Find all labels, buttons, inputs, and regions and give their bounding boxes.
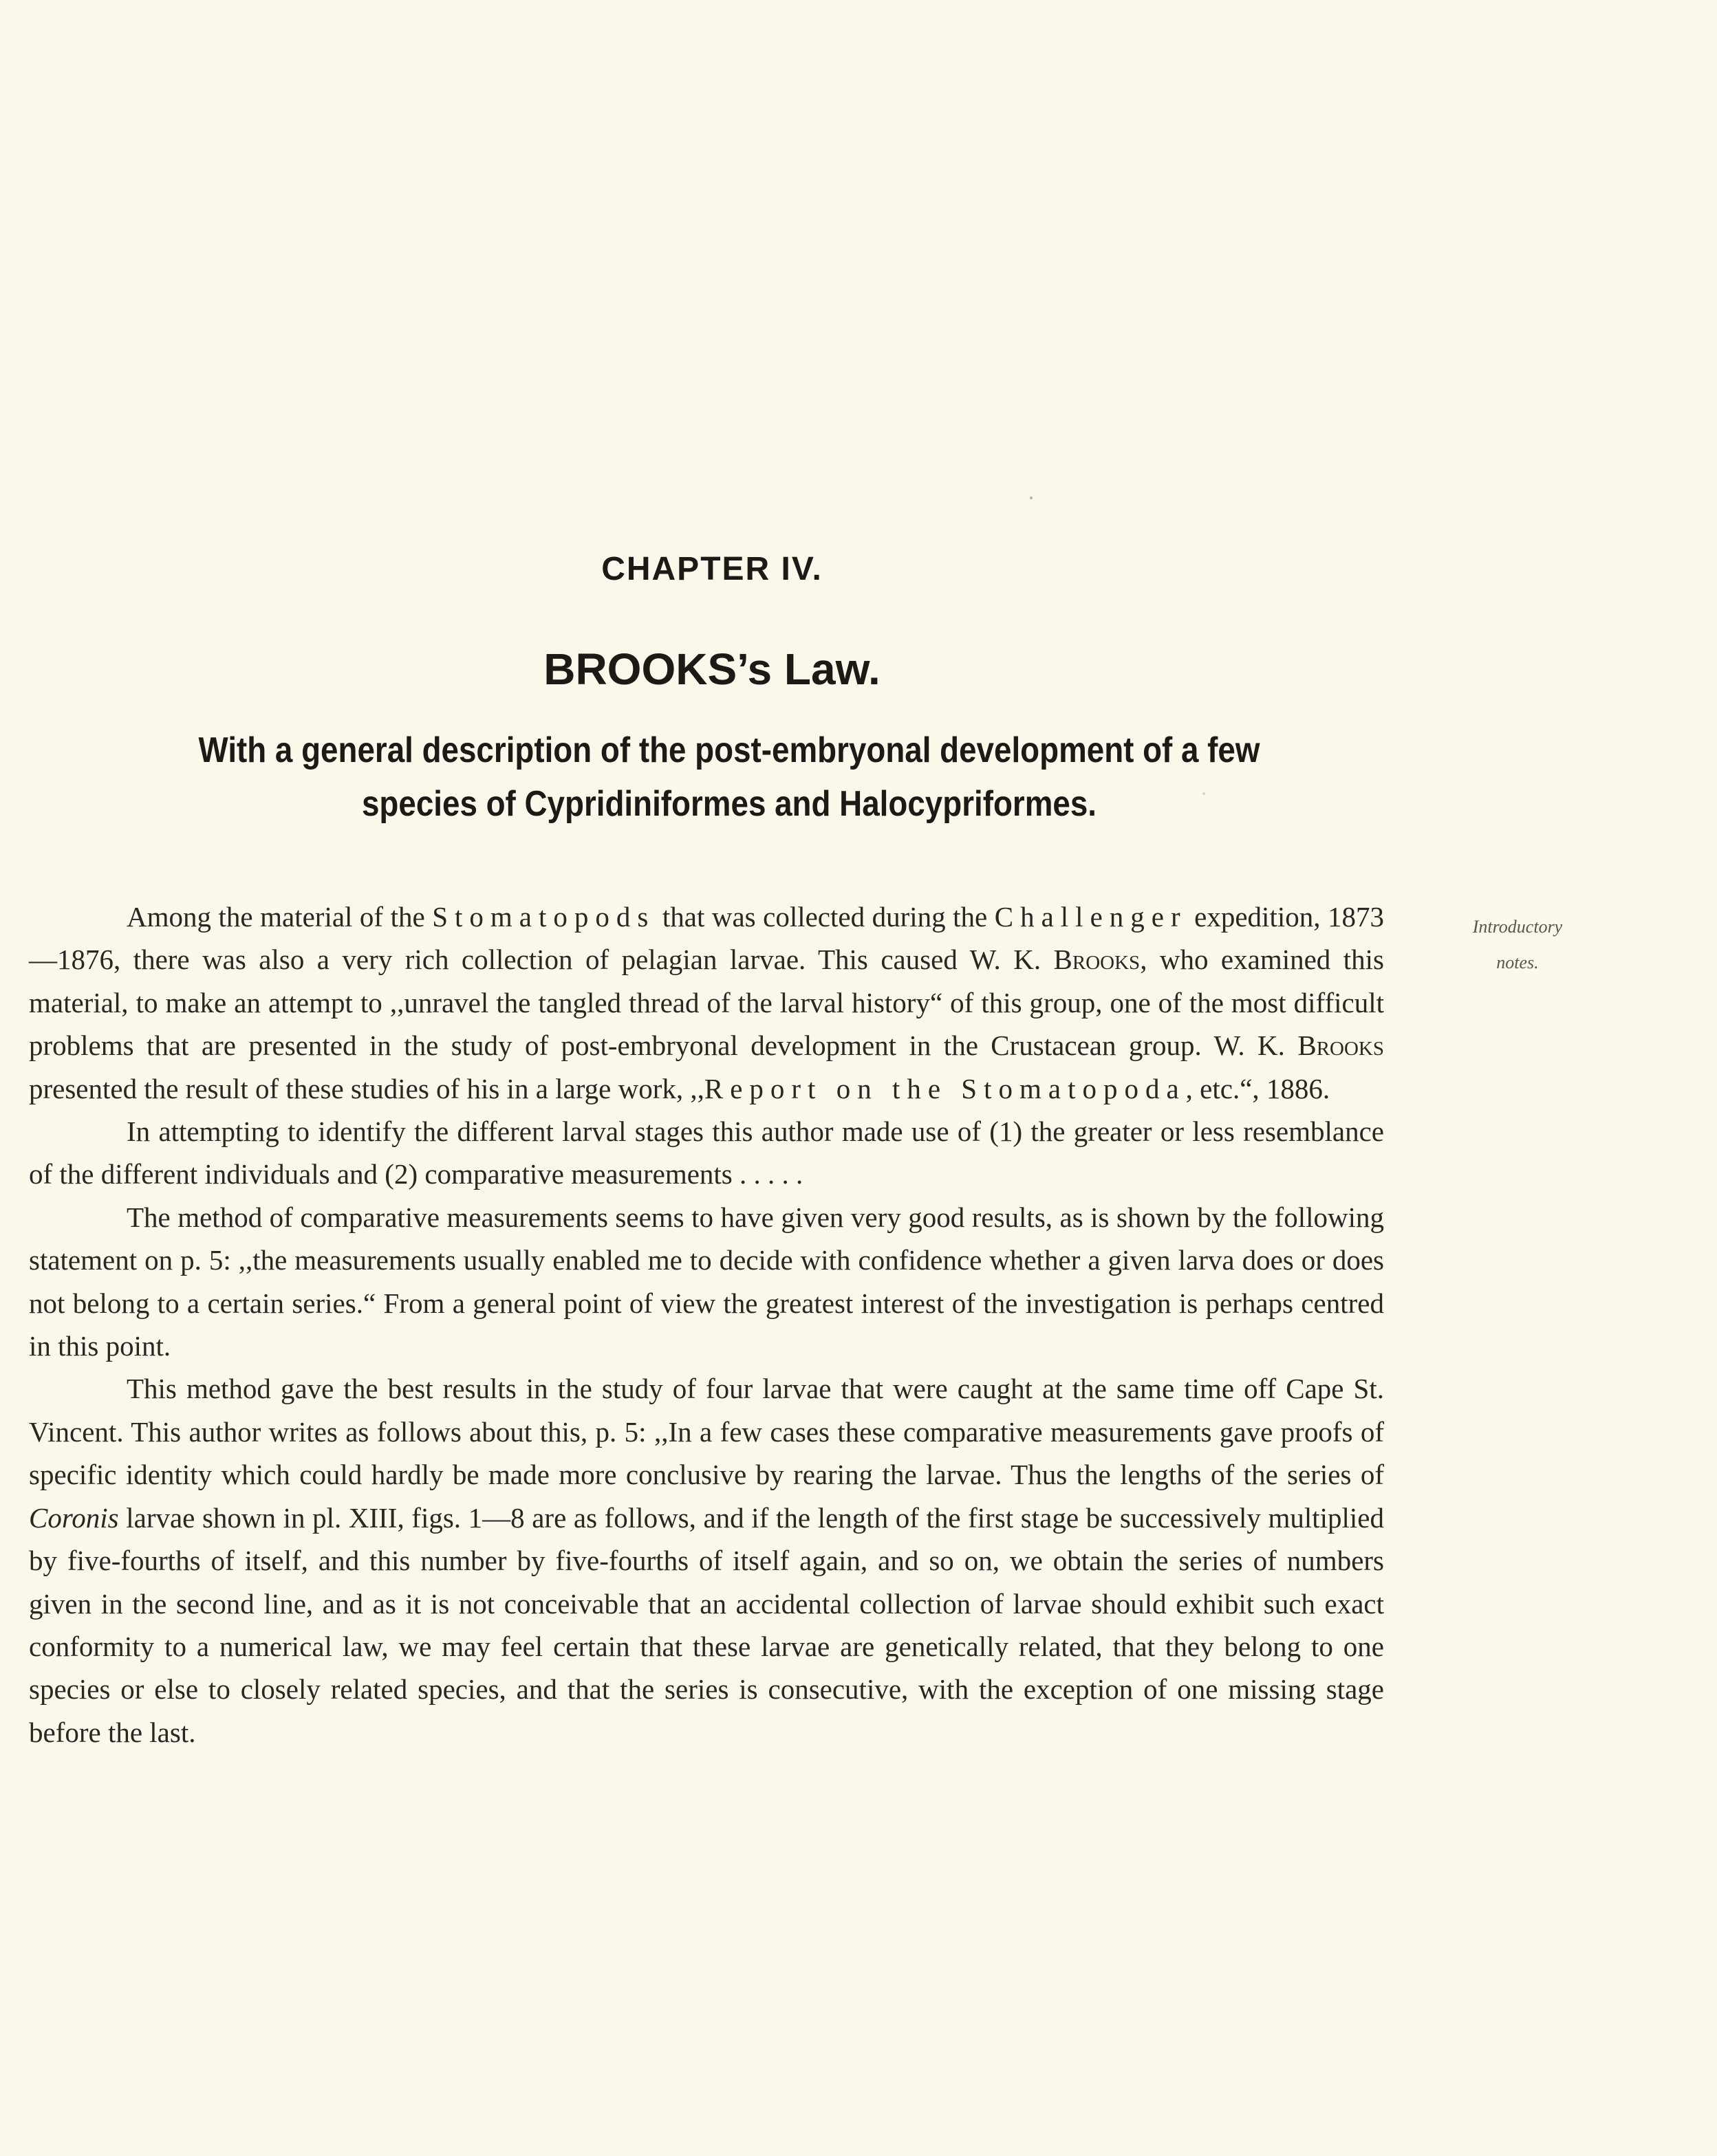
spaced-term: Challenger: [994, 901, 1187, 933]
chapter-subtitle-line: species of Cypridiniformes and Halocypriformes.: [361, 784, 1097, 824]
body-text: [29, 895, 1384, 1754]
chapter-title: BROOKS’s Law.: [543, 644, 881, 694]
spaced-term: Stomatopods: [432, 901, 656, 933]
text-run: expedition, 1873—1876, there was also a very rich collection of pelagian larvae. This caused W. K.: [29, 901, 1384, 976]
chapter-subtitle-line: With a general description of the post-embryonal development of a few: [198, 730, 1260, 770]
text-run: Among the material of the: [127, 901, 433, 933]
paragraph: The method of comparative measurements seems to have given very good results, as is shown by the following statement on p. 5: ,,the measurements usually enabled me to decide with confidence whether a given larva does or does not belong to a certain series.“ From a general point of view the greatest interest of the investigation is perhaps centred in this point.: [29, 1201, 1384, 1362]
paper-speck: [1030, 497, 1033, 499]
text-run: larvae shown in pl. XIII, figs. 1—8 are as follows, and if the length of the first stage be successively multiplied by five-fourths of itself, and this number by five-fourths of itself again, and so on, we obtain the series of numbers given in the second line, and as it is not conceivable that an accidental collection of larvae should exhibit such exact conformity to a numerical law, we may feel certain that these larvae are genetically related, that they belong to one species or else to closely related species, and that the series is consecutive, with the exception of one missing stage before the last.: [29, 1501, 1384, 1748]
chapter-number: CHAPTER IV.: [601, 551, 823, 587]
author-name: Brooks: [1053, 944, 1141, 976]
paragraph: In attempting to identify the different larval stages this author made use of (1) the greater or less resemblance of the different individuals and (2) comparative measurements . . . . .: [29, 1115, 1384, 1190]
text-run: This method gave the best results in the study of four larvae that were caught at the same time off Cape St. Vincent. This author writes as follows about this, p. 5: ,,In a few cases these comparative measurements gave proofs of specific identity which could hardly be made more conclusive by rearing the larvae. Thus the lengths of the series of: [29, 1373, 1384, 1491]
text-run: presented the result of these studies of his in a large work, ,,: [29, 1072, 704, 1104]
paragraph: [29, 1367, 1384, 1754]
genus-name: Coronis: [29, 1501, 119, 1534]
text-run: , who examined this material, to make an attempt to ,,unravel the tangled thread of the larval history“ of this group, one of the most difficult problems that are presented in the study of post-embryonal development in the Crustacean group. W. K.: [29, 944, 1384, 1062]
margin-note-line: notes.: [1496, 952, 1539, 972]
paragraph: [29, 895, 1384, 1110]
author-name: Brooks: [1297, 1030, 1384, 1062]
text-run: , etc.“, 1886.: [1185, 1072, 1330, 1104]
text-run: that was collected during the: [655, 901, 995, 933]
margin-note: [1442, 909, 1593, 981]
work-title: Report on the Stomatopoda: [704, 1072, 1186, 1104]
chapter-subtitle: [124, 723, 1335, 831]
margin-note-line: Introductory: [1472, 917, 1563, 937]
